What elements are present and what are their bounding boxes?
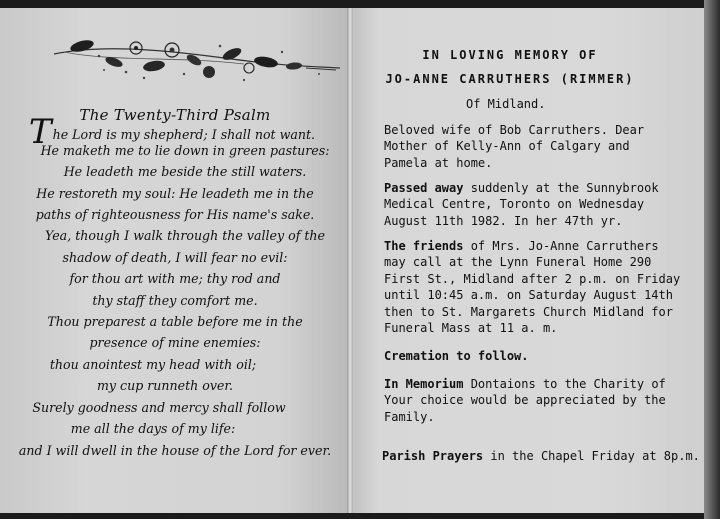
psalm-line: me all the days of my life: xyxy=(70,421,236,436)
psalm-line: Thou preparest a table before me in the xyxy=(47,314,303,329)
deceased-name: JO-ANNE CARRUTHERS (RIMMER) xyxy=(385,72,635,86)
residence: Of Midland. xyxy=(466,97,546,111)
text-line xyxy=(384,238,694,254)
psalm-line: Yea, though I walk through the valley of the xyxy=(45,228,325,243)
psalm-line: He restoreth my soul: He leadeth me in the xyxy=(36,186,314,201)
psalm-line: and I will dwell in the house of the Lord for ever. xyxy=(18,443,332,458)
psalm-line: Surely goodness and mercy shall follow xyxy=(32,400,286,415)
psalm-line: presence of mine enemies: xyxy=(89,335,261,350)
text-line: Pamela at home. xyxy=(384,155,493,170)
text-line xyxy=(384,376,694,392)
text-line: Medical Centre, Toronto on Wednesday xyxy=(384,197,645,212)
psalm-title: The Twenty-Third Psalm xyxy=(79,106,271,124)
bold-lead: In Memorium xyxy=(384,377,464,391)
text-span: of Mrs. Jo-Anne Carruthers xyxy=(463,239,659,253)
text-line: Family. xyxy=(384,409,435,424)
bold-lead: Parish Prayers xyxy=(382,449,484,463)
text-span: in the Chapel Friday at 8p.m. xyxy=(483,449,700,463)
text-line: August 11th 1982. In her 47th yr. xyxy=(384,213,623,228)
psalm-line: thou anointest my head with oil; xyxy=(49,357,257,372)
cremation-note xyxy=(384,348,694,364)
bold-lead: Passed away xyxy=(384,181,464,195)
psalm-line: He leadeth me beside the still waters. xyxy=(63,164,307,179)
parish-prayers-paragraph xyxy=(382,448,700,464)
psalm-line: paths of righteousness for His name's sake. xyxy=(35,207,315,222)
text-line: First St., Midland after 2 p.m. on Friday xyxy=(384,271,681,286)
psalm-dropcap: T xyxy=(28,112,52,152)
text-line: then to St. Margarets Church Midland for xyxy=(384,304,673,319)
passing-paragraph xyxy=(384,180,694,229)
text-span: Dontaions to the Charity of xyxy=(463,377,666,391)
text-line: Mother of Kelly-Ann of Calgary and xyxy=(384,139,630,154)
text-line: until 10:45 a.m. on Saturday August 14th xyxy=(384,288,673,303)
text-line: Beloved wife of Bob Carruthers. Dear xyxy=(384,123,645,137)
psalm-line: shadow of death, I will fear no evil: xyxy=(62,250,288,265)
family-paragraph xyxy=(384,122,694,171)
text-line: Your choice would be appreciated by the xyxy=(384,393,666,408)
memorial-donations-paragraph xyxy=(384,376,694,425)
text-line: Funeral Mass at 11 a. m. xyxy=(384,321,558,336)
psalm-line: thy staff they comfort me. xyxy=(92,293,258,308)
psalm-first-line: he Lord is my shepherd; I shall not want. xyxy=(52,127,316,142)
psalm-line: for thou art with me; thy rod and xyxy=(69,271,281,286)
psalm-line: my cup runneth over. xyxy=(96,378,234,393)
bold-lead: The friends xyxy=(384,239,464,253)
text-span: suddenly at the Sunnybrook xyxy=(463,181,659,195)
visitation-paragraph xyxy=(384,238,694,336)
psalm-line: He maketh me to lie down in green pastures: xyxy=(40,143,330,158)
bold-lead: Cremation to follow. xyxy=(384,349,529,363)
floral-decoration-icon xyxy=(44,32,344,92)
text-line xyxy=(384,180,694,196)
card-edge-shadow xyxy=(704,0,720,519)
memorial-heading: IN LOVING MEMORY OF xyxy=(422,48,598,62)
text-line: may call at the Lynn Funeral Home 290 xyxy=(384,255,652,270)
